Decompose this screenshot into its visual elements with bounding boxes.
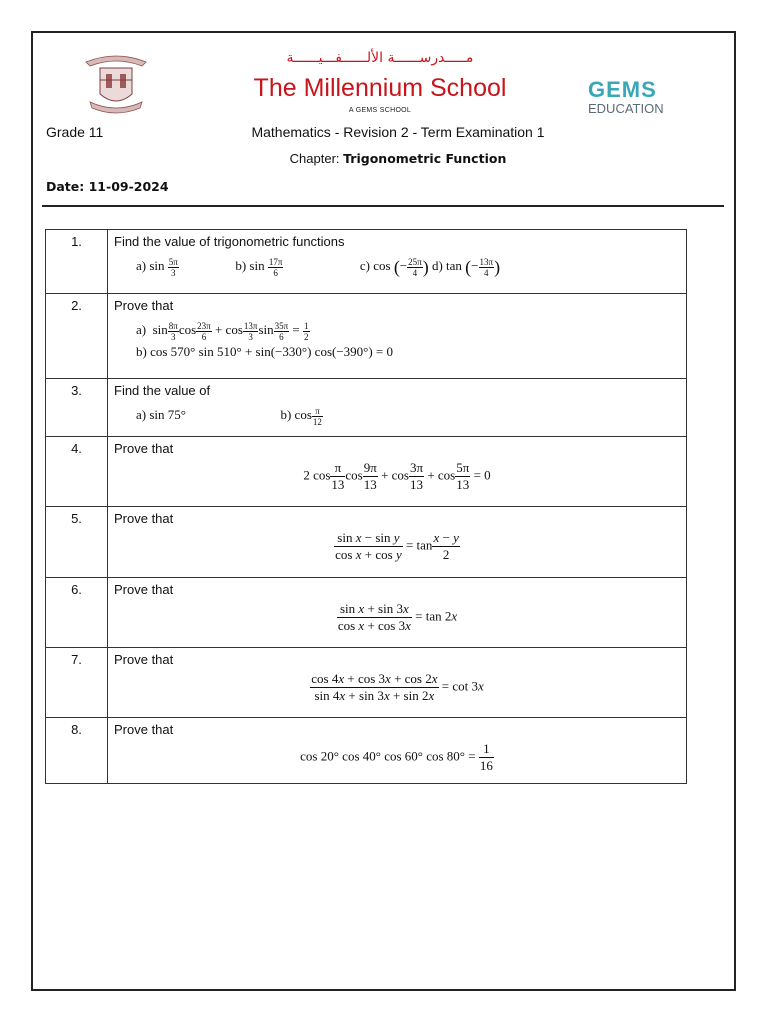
gems-logo-text: GEMS xyxy=(588,78,657,102)
question-cell xyxy=(108,294,687,379)
question-text: Prove that xyxy=(114,652,174,667)
question-text: Prove that xyxy=(114,298,174,313)
question-number: 8. xyxy=(46,718,108,784)
question-cell xyxy=(108,230,687,294)
question-number: 4. xyxy=(46,437,108,507)
question-text: Prove that xyxy=(114,441,174,456)
question-text: Prove that xyxy=(114,722,174,737)
question-cell xyxy=(108,379,687,437)
exam-date: Date: 11-09-2024 xyxy=(46,179,169,194)
school-crest-logo xyxy=(76,50,156,120)
table-row xyxy=(46,379,687,437)
q1-parts: a) sin $\frac{5\pi}{3}$ b) sin $\frac{17\pi}{6}$ c) cos (− $\frac{25\pi}{4}$ ) d) tan (− $\frac{13\pi}{4}$ ) xyxy=(136,256,501,278)
table-row xyxy=(46,578,687,648)
table-row xyxy=(46,718,687,784)
table-row xyxy=(46,294,687,379)
table-row xyxy=(46,507,687,578)
chapter-name: Trigonometric Function xyxy=(343,151,507,166)
table-row xyxy=(46,230,687,294)
question-text: Find the value of xyxy=(114,383,211,398)
question-number: 7. xyxy=(46,648,108,718)
tagline: A GEMS SCHOOL xyxy=(348,107,412,114)
q4-equation: 2 cos $\frac{\pi}{13}$ cos $\frac{9\pi}{13}$ + cos $\frac{3\pi}{13}$ + cos $\frac{5\pi}{13}$ = 0 xyxy=(303,460,491,492)
q3-parts: a) sin 75° b) cos $\frac{\pi}{12}$ xyxy=(136,405,322,427)
q2-part-a: a) sin $\frac{8\pi}{3}$ cos $\frac{23\pi}{6}$ + cos $\frac{13\pi}{3}$ sin $\frac{35\pi}{6}$ = $\frac{1}{2}$ xyxy=(136,320,309,342)
q7-equation: $\frac{\cos 4x + \cos 3x + \cos 2x}{\sin 4x + \sin 3x + \sin 2x}$ = cot 3x xyxy=(311,671,484,703)
exam-title: Mathematics - Revision 2 - Term Examination 1 xyxy=(251,124,545,140)
question-number: 5. xyxy=(46,507,108,578)
question-number: 2. xyxy=(46,294,108,379)
arabic-school-name: مـــــدرســــــة الألــــــفـــيــــــة xyxy=(286,50,474,66)
question-cell xyxy=(108,437,687,507)
school-name: The Millennium School xyxy=(253,74,507,102)
questions-table xyxy=(45,229,687,784)
question-text: Prove that xyxy=(114,511,174,526)
q8-equation: cos 20° cos 40° cos 60° cos 80° = $\frac{1}{16}$ xyxy=(300,741,493,773)
question-number: 6. xyxy=(46,578,108,648)
table-row xyxy=(46,648,687,718)
table-row xyxy=(46,437,687,507)
chapter-line xyxy=(208,151,588,166)
question-cell xyxy=(108,648,687,718)
question-cell xyxy=(108,507,687,578)
chapter-label: Chapter: xyxy=(289,151,340,166)
question-text: Find the value of trigonometric functions xyxy=(114,234,345,249)
grade-label: Grade 11 xyxy=(46,124,104,140)
question-number: 3. xyxy=(46,379,108,437)
question-cell xyxy=(108,578,687,648)
question-text: Prove that xyxy=(114,582,174,597)
question-cell xyxy=(108,718,687,784)
q6-equation: $\frac{\text{sin x + sin 3x}}{\text{cos x + cos 3x}}$ = tan 2x xyxy=(337,601,458,633)
header-divider xyxy=(42,205,724,207)
q5-equation: $\frac{\text{sin x − sin y}}{\text{cos x + cos y}}$ = tan $\frac{x - y}{2}$ xyxy=(335,530,459,562)
gems-education-label: EDUCATION xyxy=(588,101,664,116)
question-number: 1. xyxy=(46,230,108,294)
q2-part-b: b) cos 570° sin 510° + sin(−330°) cos(−390°) = 0 xyxy=(136,343,394,359)
